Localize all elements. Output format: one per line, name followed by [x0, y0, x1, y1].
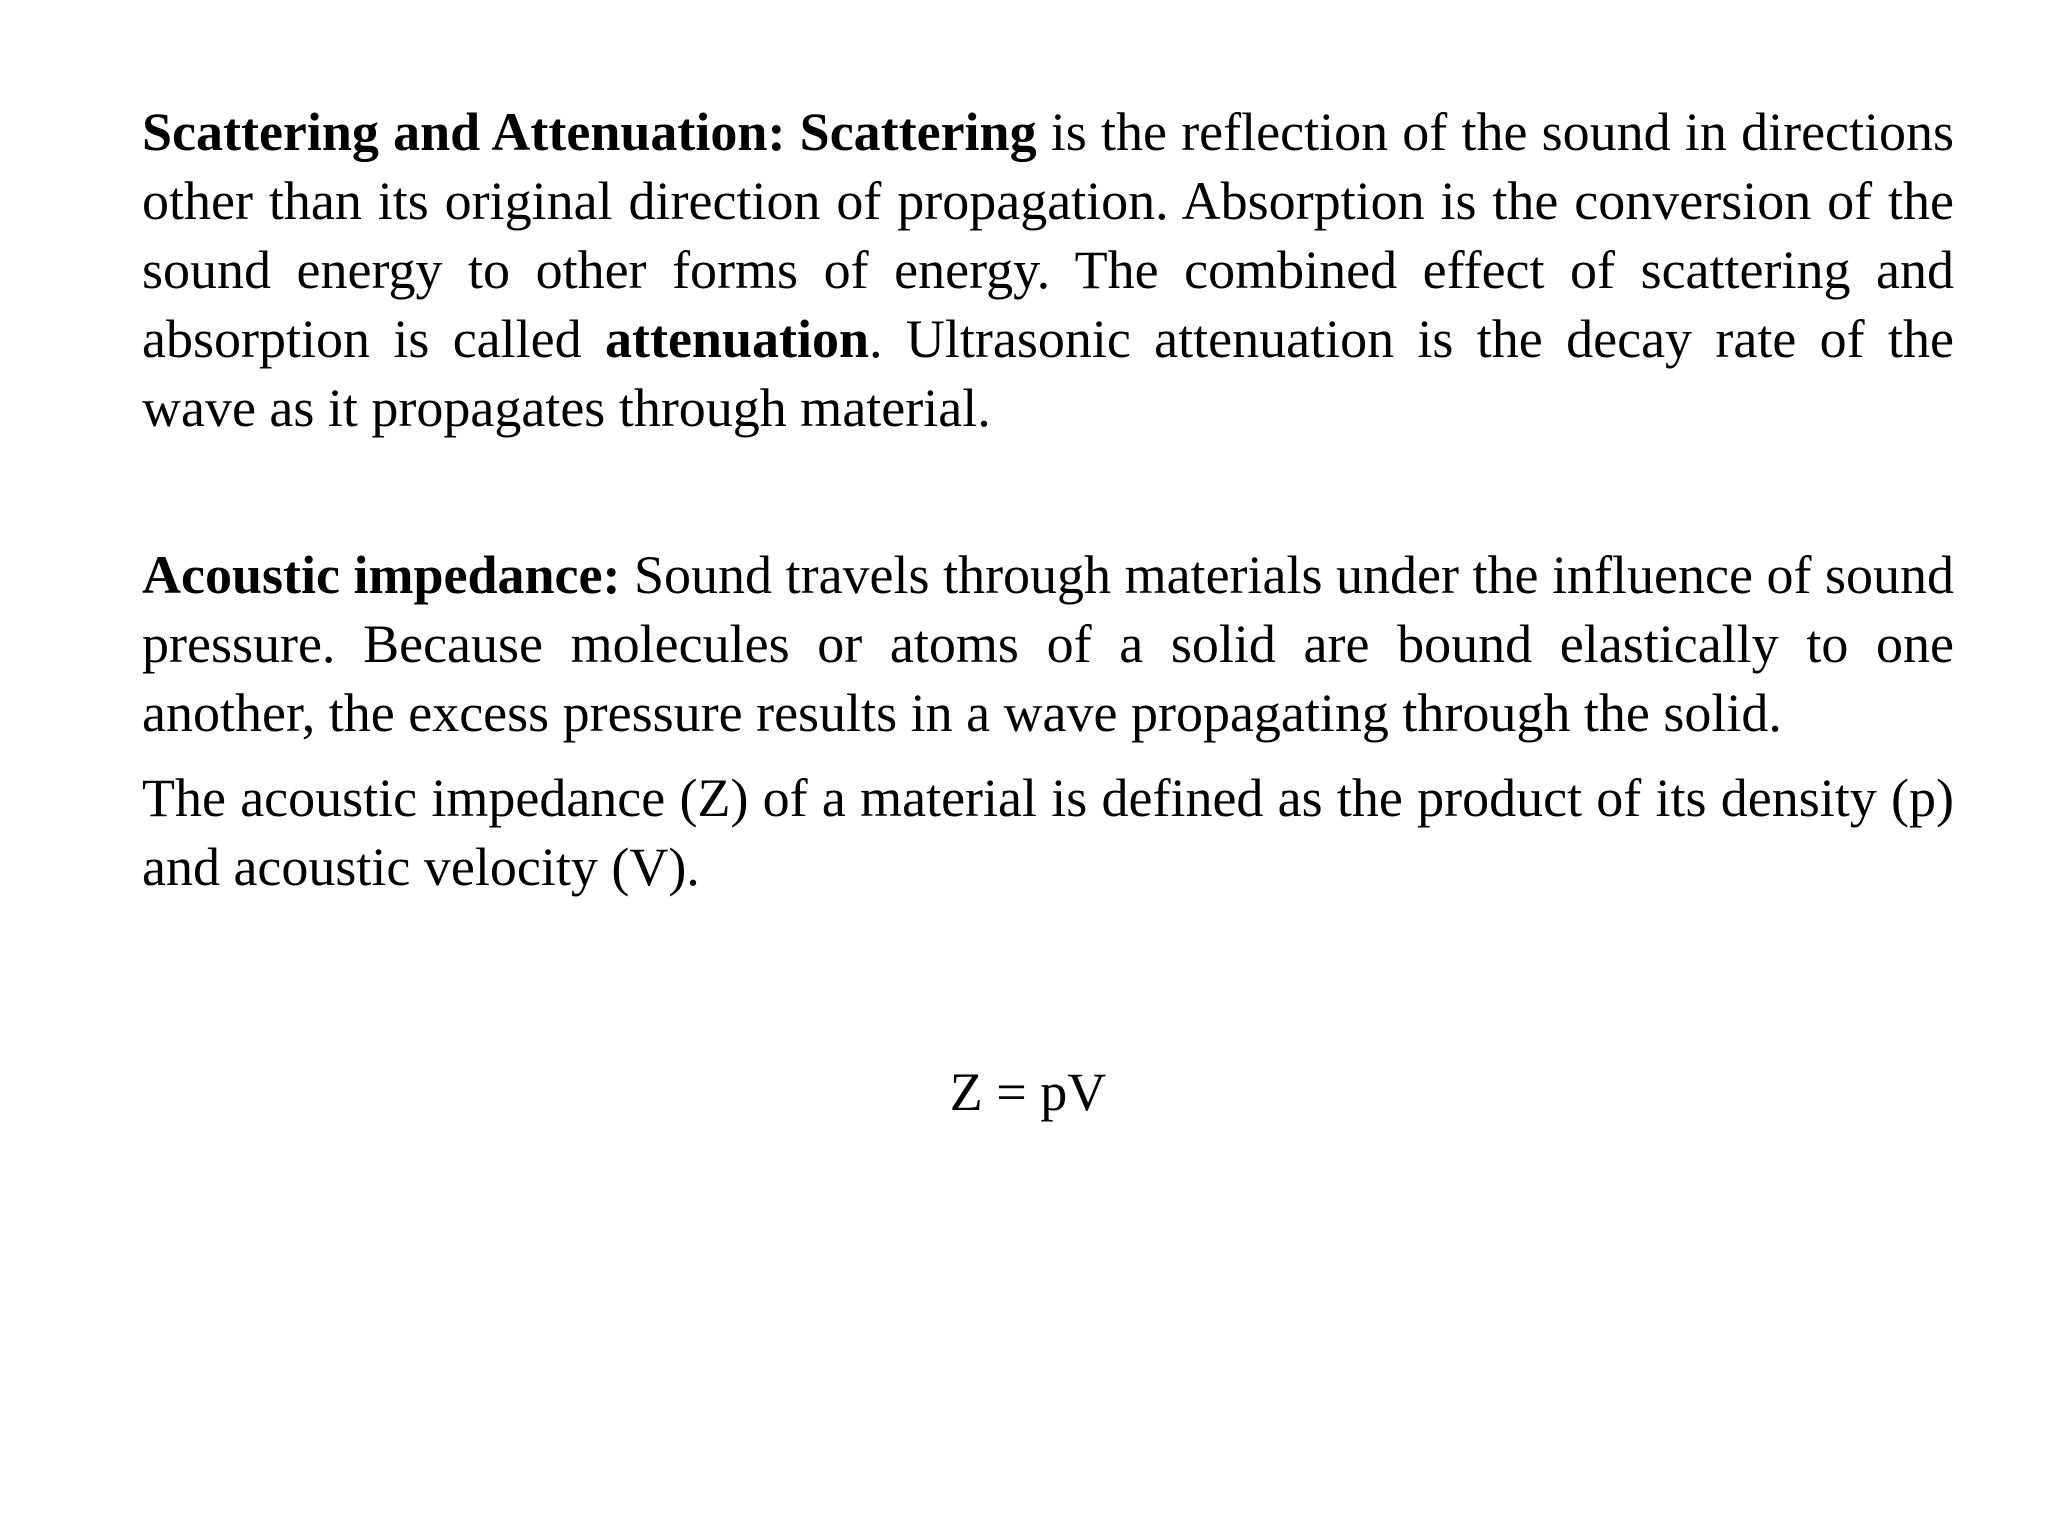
equation-text: Z = pV [949, 1062, 1107, 1122]
impedance-paragraph [142, 541, 1954, 748]
attenuation-text: . Ultrasonic attenuation is the decay rate of the wave as it propagates through material. [142, 309, 1954, 438]
scattering-term: Scattering [799, 102, 1037, 162]
document-page [142, 98, 1954, 902]
impedance-equation [142, 1058, 1954, 1127]
impedance-text: Sound travels through materials under the influence of sound pressure. Because molecules or atoms of a solid are bound elastically to one another, the excess pressure results in a wave propagating through the solid. [142, 545, 1954, 743]
impedance-definition-paragraph [142, 764, 1954, 902]
attenuation-term: attenuation [604, 309, 869, 369]
scattering-heading: Scattering and Attenuation: [142, 102, 786, 162]
impedance-heading: Acoustic impedance: [142, 545, 621, 605]
scattering-text: is the reflection of the sound in directions other than its original direction of propagation. Absorption is the conversion of the sound energy to other forms of energy. The combined effect of scattering and absorption is called [142, 102, 1955, 369]
impedance-definition-text: The acoustic impedance (Z) of a material is defined as the product of its density (p) and acoustic velocity (V). [142, 768, 1954, 897]
scattering-paragraph [142, 98, 1954, 443]
